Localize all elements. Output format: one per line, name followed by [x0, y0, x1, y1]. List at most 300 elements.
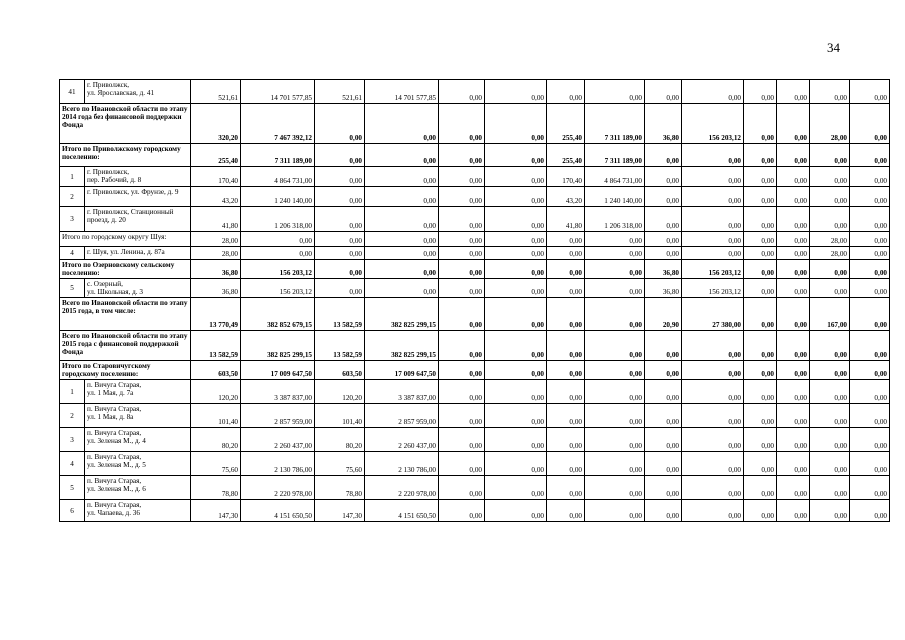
value-cell: 28,00: [810, 104, 850, 144]
value-cell: 0,00: [365, 207, 439, 232]
value-cell: 0,00: [645, 167, 682, 187]
table-row: [60, 404, 890, 428]
value-cell: 0,00: [315, 279, 365, 298]
value-cell: 521,61: [315, 80, 365, 104]
value-cell: 0,00: [810, 80, 850, 104]
value-cell: 0,00: [485, 260, 547, 279]
address-cell: п. Вичуга Старая, ул. Зеленая М., д. 6: [85, 476, 191, 500]
value-cell: 43,20: [191, 187, 241, 207]
value-cell: 101,40: [315, 404, 365, 428]
value-cell: 0,00: [547, 260, 585, 279]
value-cell: 0,00: [777, 80, 810, 104]
value-cell: 0,00: [850, 144, 890, 167]
value-cell: 0,00: [777, 428, 810, 452]
value-cell: 0,00: [682, 144, 744, 167]
value-cell: 0,00: [365, 104, 439, 144]
page-number: 34: [827, 40, 840, 55]
value-cell: 0,00: [365, 167, 439, 187]
value-cell: 0,00: [810, 187, 850, 207]
value-cell: 0,00: [645, 232, 682, 247]
value-cell: 0,00: [777, 260, 810, 279]
table-row: [60, 207, 890, 232]
value-cell: 0,00: [439, 207, 485, 232]
value-cell: 147,30: [315, 500, 365, 522]
value-cell: 0,00: [810, 452, 850, 476]
table-row: [60, 500, 890, 522]
value-cell: 28,00: [810, 247, 850, 260]
value-cell: 0,00: [744, 279, 777, 298]
total-label-cell: Всего по Ивановской области по этапу 2015 года с финансовой поддержкой Фонда: [60, 331, 191, 361]
value-cell: 36,80: [645, 279, 682, 298]
row-number: 1: [60, 167, 85, 187]
value-cell: 603,50: [191, 361, 241, 380]
value-cell: 36,80: [645, 260, 682, 279]
value-cell: 0,00: [485, 279, 547, 298]
value-cell: 0,00: [645, 500, 682, 522]
value-cell: 0,00: [810, 361, 850, 380]
value-cell: 0,00: [585, 361, 645, 380]
value-cell: 0,00: [547, 452, 585, 476]
value-cell: 0,00: [485, 207, 547, 232]
value-cell: 0,00: [485, 298, 547, 331]
value-cell: 0,00: [777, 144, 810, 167]
value-cell: 0,00: [547, 500, 585, 522]
value-cell: 0,00: [810, 207, 850, 232]
value-cell: 0,00: [485, 104, 547, 144]
value-cell: 0,00: [682, 361, 744, 380]
value-cell: 0,00: [645, 452, 682, 476]
value-cell: 0,00: [744, 298, 777, 331]
value-cell: 170,40: [191, 167, 241, 187]
value-cell: 0,00: [777, 279, 810, 298]
value-cell: 603,50: [315, 361, 365, 380]
value-cell: 0,00: [810, 380, 850, 404]
value-cell: 80,20: [191, 428, 241, 452]
value-cell: 7 467 392,12: [241, 104, 315, 144]
value-cell: 13 582,59: [315, 298, 365, 331]
value-cell: 0,00: [850, 167, 890, 187]
value-cell: 0,00: [850, 361, 890, 380]
value-cell: 0,00: [439, 104, 485, 144]
value-cell: 0,00: [744, 260, 777, 279]
value-cell: 382 825 299,15: [365, 331, 439, 361]
value-cell: 0,00: [439, 298, 485, 331]
value-cell: 13 582,59: [191, 331, 241, 361]
value-cell: 0,00: [439, 452, 485, 476]
value-cell: 3 387 837,00: [241, 380, 315, 404]
value-cell: 0,00: [315, 260, 365, 279]
value-cell: 156 203,12: [682, 260, 744, 279]
value-cell: 0,00: [850, 104, 890, 144]
value-cell: 0,00: [439, 361, 485, 380]
value-cell: 0,00: [315, 104, 365, 144]
value-cell: 0,00: [439, 428, 485, 452]
value-cell: 0,00: [585, 476, 645, 500]
value-cell: 0,00: [777, 167, 810, 187]
value-cell: 0,00: [682, 80, 744, 104]
value-cell: 0,00: [744, 452, 777, 476]
value-cell: 7 311 189,00: [585, 144, 645, 167]
row-number: 3: [60, 428, 85, 452]
value-cell: 0,00: [547, 247, 585, 260]
value-cell: 156 203,12: [241, 260, 315, 279]
value-cell: 0,00: [850, 260, 890, 279]
row-number: 4: [60, 452, 85, 476]
value-cell: 0,00: [850, 404, 890, 428]
value-cell: 0,00: [315, 144, 365, 167]
value-cell: 0,00: [645, 331, 682, 361]
value-cell: 3 387 837,00: [365, 380, 439, 404]
table-row: [60, 452, 890, 476]
value-cell: 13 582,59: [315, 331, 365, 361]
value-cell: 0,00: [645, 428, 682, 452]
row-number: 4: [60, 247, 85, 260]
value-cell: 0,00: [850, 207, 890, 232]
value-cell: 2 260 437,00: [365, 428, 439, 452]
row-number: 41: [60, 80, 85, 104]
value-cell: 0,00: [547, 232, 585, 247]
row-number: 1: [60, 380, 85, 404]
value-cell: 0,00: [645, 187, 682, 207]
value-cell: 0,00: [682, 500, 744, 522]
value-cell: 156 203,12: [682, 279, 744, 298]
value-cell: 167,00: [810, 298, 850, 331]
table-row: [60, 428, 890, 452]
value-cell: 0,00: [439, 167, 485, 187]
value-cell: 14 701 577,85: [365, 80, 439, 104]
value-cell: 170,40: [547, 167, 585, 187]
value-cell: 382 825 299,15: [241, 331, 315, 361]
address-cell: г. Приволжск, ул. Ярославская, д. 41: [85, 80, 191, 104]
table-total-row: [60, 232, 890, 247]
value-cell: 0,00: [547, 298, 585, 331]
value-cell: 0,00: [810, 260, 850, 279]
table-row: [60, 380, 890, 404]
value-cell: 41,80: [547, 207, 585, 232]
table-total-row: [60, 298, 890, 331]
value-cell: 0,00: [810, 331, 850, 361]
table-total-row: [60, 260, 890, 279]
value-cell: 0,00: [850, 500, 890, 522]
address-cell: п. Вичуга Старая, ул. 1 Мая, д. 8а: [85, 404, 191, 428]
value-cell: 0,00: [585, 428, 645, 452]
value-cell: 0,00: [810, 476, 850, 500]
value-cell: 0,00: [439, 144, 485, 167]
value-cell: 0,00: [850, 247, 890, 260]
value-cell: 156 203,12: [682, 104, 744, 144]
value-cell: 0,00: [744, 331, 777, 361]
value-cell: 0,00: [744, 500, 777, 522]
value-cell: 0,00: [744, 380, 777, 404]
value-cell: 7 311 189,00: [585, 104, 645, 144]
value-cell: 0,00: [439, 380, 485, 404]
value-cell: 4 151 650,50: [365, 500, 439, 522]
address-cell: г. Приволжск, пер. Рабочий, д. 8: [85, 167, 191, 187]
value-cell: 2 130 786,00: [365, 452, 439, 476]
value-cell: 2 220 978,00: [241, 476, 315, 500]
table-row: [60, 187, 890, 207]
address-cell: п. Вичуга Старая, ул. Зеленая М., д. 5: [85, 452, 191, 476]
value-cell: 147,30: [191, 500, 241, 522]
value-cell: 0,00: [645, 404, 682, 428]
value-cell: 14 701 577,85: [241, 80, 315, 104]
value-cell: 0,00: [777, 104, 810, 144]
row-number: 2: [60, 187, 85, 207]
value-cell: 1 240 140,00: [241, 187, 315, 207]
value-cell: 0,00: [439, 404, 485, 428]
value-cell: 36,80: [191, 260, 241, 279]
row-number: 6: [60, 500, 85, 522]
value-cell: 41,80: [191, 207, 241, 232]
address-cell: п. Вичуга Старая, ул. Зеленая М., д. 4: [85, 428, 191, 452]
value-cell: 0,00: [645, 80, 682, 104]
value-cell: 0,00: [485, 404, 547, 428]
value-cell: 320,20: [191, 104, 241, 144]
value-cell: 0,00: [850, 298, 890, 331]
row-number: 2: [60, 404, 85, 428]
value-cell: 0,00: [439, 260, 485, 279]
value-cell: 0,00: [810, 404, 850, 428]
value-cell: 0,00: [777, 452, 810, 476]
value-cell: 0,00: [777, 361, 810, 380]
value-cell: 20,90: [645, 298, 682, 331]
value-cell: 0,00: [439, 80, 485, 104]
value-cell: 2 130 786,00: [241, 452, 315, 476]
address-cell: п. Вичуга Старая, ул. 1 Мая, д. 7а: [85, 380, 191, 404]
value-cell: 17 009 647,50: [241, 361, 315, 380]
value-cell: 0,00: [850, 428, 890, 452]
row-number: 3: [60, 207, 85, 232]
value-cell: 0,00: [810, 500, 850, 522]
value-cell: 0,00: [645, 476, 682, 500]
value-cell: 0,00: [365, 144, 439, 167]
value-cell: 0,00: [365, 260, 439, 279]
value-cell: 156 203,12: [241, 279, 315, 298]
value-cell: 43,20: [547, 187, 585, 207]
value-cell: 28,00: [810, 232, 850, 247]
value-cell: 0,00: [645, 144, 682, 167]
value-cell: 0,00: [682, 476, 744, 500]
value-cell: 0,00: [585, 331, 645, 361]
value-cell: 0,00: [485, 380, 547, 404]
value-cell: 0,00: [439, 331, 485, 361]
value-cell: 75,60: [315, 452, 365, 476]
value-cell: 0,00: [850, 331, 890, 361]
value-cell: 0,00: [777, 187, 810, 207]
value-cell: 0,00: [777, 404, 810, 428]
value-cell: 0,00: [777, 298, 810, 331]
value-cell: 0,00: [547, 279, 585, 298]
value-cell: 0,00: [682, 207, 744, 232]
value-cell: 1 240 140,00: [585, 187, 645, 207]
value-cell: 0,00: [682, 247, 744, 260]
value-cell: 28,00: [191, 247, 241, 260]
table-row: [60, 247, 890, 260]
value-cell: 255,40: [191, 144, 241, 167]
value-cell: 4 151 650,50: [241, 500, 315, 522]
value-cell: 36,80: [191, 279, 241, 298]
value-cell: 0,00: [777, 247, 810, 260]
value-cell: 0,00: [439, 279, 485, 298]
value-cell: 2 857 959,00: [241, 404, 315, 428]
value-cell: 78,80: [191, 476, 241, 500]
value-cell: 0,00: [315, 232, 365, 247]
address-cell: г. Приволжск, ул. Фрунзе, д. 9: [85, 187, 191, 207]
value-cell: 0,00: [682, 331, 744, 361]
value-cell: 382 852 679,15: [241, 298, 315, 331]
value-cell: 382 825 299,15: [365, 298, 439, 331]
value-cell: 120,20: [191, 380, 241, 404]
value-cell: 28,00: [191, 232, 241, 247]
value-cell: 1 206 318,00: [585, 207, 645, 232]
value-cell: 101,40: [191, 404, 241, 428]
value-cell: 0,00: [547, 476, 585, 500]
value-cell: 521,61: [191, 80, 241, 104]
value-cell: 17 009 647,50: [365, 361, 439, 380]
value-cell: 36,80: [645, 104, 682, 144]
value-cell: 0,00: [777, 207, 810, 232]
value-cell: 0,00: [365, 247, 439, 260]
value-cell: 0,00: [850, 232, 890, 247]
value-cell: 4 864 731,00: [585, 167, 645, 187]
value-cell: 120,20: [315, 380, 365, 404]
table-total-row: [60, 331, 890, 361]
value-cell: 0,00: [585, 247, 645, 260]
table-row: [60, 476, 890, 500]
row-number: 5: [60, 279, 85, 298]
total-label-cell: Итого по Приволжскому городскому поселению:: [60, 144, 191, 167]
value-cell: 0,00: [744, 80, 777, 104]
resettlement-table: [59, 79, 890, 522]
value-cell: 0,00: [777, 380, 810, 404]
value-cell: 0,00: [485, 361, 547, 380]
table-total-row: [60, 144, 890, 167]
value-cell: 0,00: [850, 476, 890, 500]
value-cell: 0,00: [485, 80, 547, 104]
value-cell: 0,00: [315, 167, 365, 187]
value-cell: 0,00: [810, 144, 850, 167]
value-cell: 0,00: [547, 380, 585, 404]
value-cell: 0,00: [744, 476, 777, 500]
value-cell: 0,00: [810, 428, 850, 452]
value-cell: 0,00: [315, 207, 365, 232]
value-cell: 0,00: [439, 500, 485, 522]
value-cell: 0,00: [585, 380, 645, 404]
value-cell: 0,00: [645, 380, 682, 404]
total-label-cell: Итого по Озерновскому сельскому поселению:: [60, 260, 191, 279]
table-total-row: [60, 361, 890, 380]
value-cell: 0,00: [585, 298, 645, 331]
address-cell: г. Шуя, ул. Ленина, д. 87а: [85, 247, 191, 260]
value-cell: 0,00: [585, 500, 645, 522]
value-cell: 27 380,00: [682, 298, 744, 331]
table-total-row: [60, 104, 890, 144]
value-cell: 80,20: [315, 428, 365, 452]
value-cell: 0,00: [744, 104, 777, 144]
value-cell: 0,00: [485, 167, 547, 187]
value-cell: 0,00: [850, 452, 890, 476]
value-cell: 255,40: [547, 144, 585, 167]
table-row: [60, 80, 890, 104]
value-cell: 0,00: [585, 80, 645, 104]
value-cell: 0,00: [365, 232, 439, 247]
value-cell: 0,00: [744, 404, 777, 428]
value-cell: 0,00: [485, 500, 547, 522]
value-cell: 0,00: [485, 452, 547, 476]
value-cell: 0,00: [682, 452, 744, 476]
value-cell: 0,00: [241, 247, 315, 260]
value-cell: 0,00: [645, 207, 682, 232]
value-cell: 0,00: [585, 279, 645, 298]
value-cell: 0,00: [365, 279, 439, 298]
value-cell: 0,00: [810, 167, 850, 187]
value-cell: 7 311 189,00: [241, 144, 315, 167]
value-cell: 0,00: [744, 247, 777, 260]
value-cell: 0,00: [585, 260, 645, 279]
value-cell: 0,00: [777, 331, 810, 361]
value-cell: 0,00: [682, 187, 744, 207]
value-cell: 0,00: [585, 404, 645, 428]
value-cell: 0,00: [744, 428, 777, 452]
value-cell: 0,00: [744, 361, 777, 380]
value-cell: 0,00: [850, 279, 890, 298]
value-cell: 0,00: [585, 452, 645, 476]
value-cell: 1 206 318,00: [241, 207, 315, 232]
value-cell: 13 770,49: [191, 298, 241, 331]
value-cell: 0,00: [439, 187, 485, 207]
total-label-cell: Итого по Старовичугскому городскому поселению:: [60, 361, 191, 380]
value-cell: 0,00: [682, 428, 744, 452]
value-cell: 0,00: [485, 428, 547, 452]
value-cell: 0,00: [682, 232, 744, 247]
total-label-cell: Всего по Ивановской области по этапу 2015 года, в том числе:: [60, 298, 191, 331]
value-cell: 0,00: [547, 80, 585, 104]
value-cell: 0,00: [315, 187, 365, 207]
value-cell: 0,00: [777, 500, 810, 522]
value-cell: 0,00: [645, 361, 682, 380]
value-cell: 0,00: [585, 232, 645, 247]
address-cell: п. Вичуга Старая, ул. Чапаева, д. 36: [85, 500, 191, 522]
value-cell: 0,00: [682, 404, 744, 428]
value-cell: 0,00: [744, 187, 777, 207]
value-cell: 0,00: [485, 247, 547, 260]
value-cell: 0,00: [485, 187, 547, 207]
value-cell: 0,00: [850, 187, 890, 207]
value-cell: 0,00: [547, 404, 585, 428]
value-cell: 0,00: [850, 380, 890, 404]
value-cell: 0,00: [439, 232, 485, 247]
value-cell: 2 857 959,00: [365, 404, 439, 428]
address-cell: г. Приволжск, Станционный проезд, д. 20: [85, 207, 191, 232]
value-cell: 0,00: [777, 476, 810, 500]
value-cell: 0,00: [777, 232, 810, 247]
total-label-cell: Всего по Ивановской области по этапу 2014 года без финансовой поддержки Фонда: [60, 104, 191, 144]
value-cell: 2 260 437,00: [241, 428, 315, 452]
value-cell: 0,00: [744, 167, 777, 187]
value-cell: 4 864 731,00: [241, 167, 315, 187]
value-cell: 0,00: [485, 476, 547, 500]
table-row: [60, 279, 890, 298]
value-cell: 255,40: [547, 104, 585, 144]
value-cell: 78,80: [315, 476, 365, 500]
value-cell: 0,00: [682, 167, 744, 187]
value-cell: 0,00: [485, 331, 547, 361]
address-cell: с. Озерный, ул. Школьная, д. 3: [85, 279, 191, 298]
value-cell: 75,60: [191, 452, 241, 476]
table-row: [60, 167, 890, 187]
value-cell: 0,00: [744, 144, 777, 167]
value-cell: 0,00: [850, 80, 890, 104]
